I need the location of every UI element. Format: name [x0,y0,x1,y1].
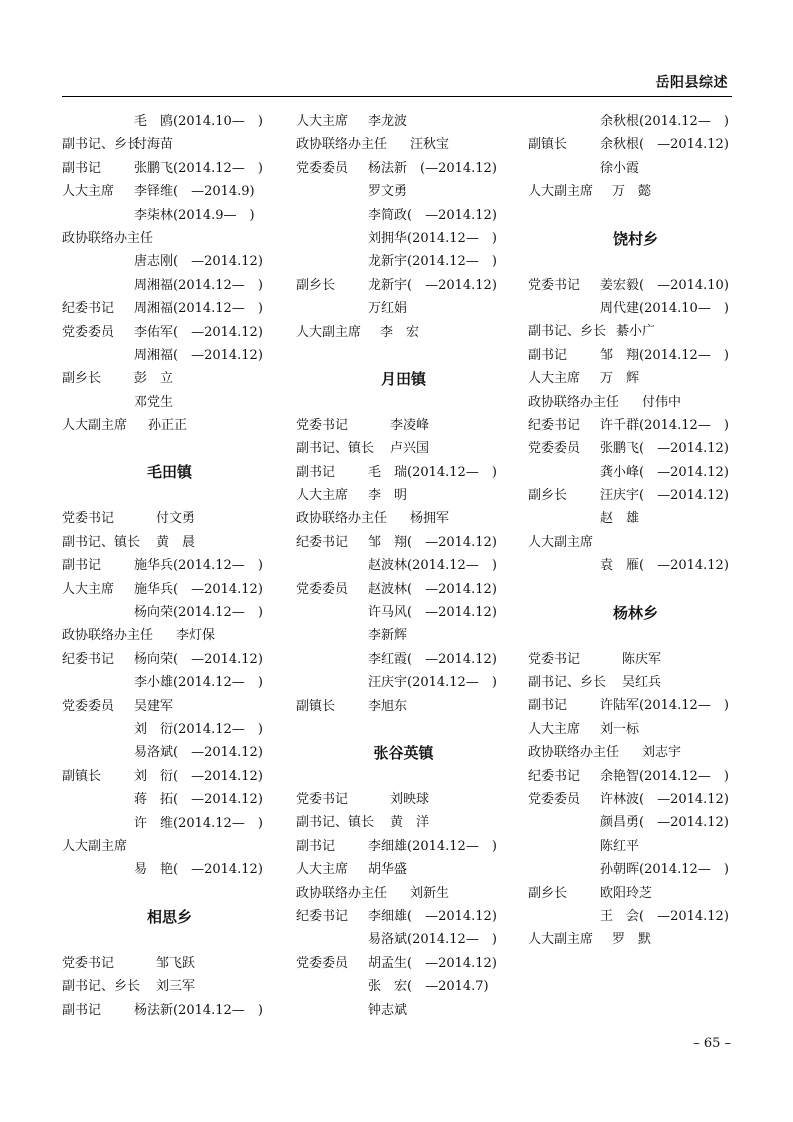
official-name: 万红娟 [368,301,408,317]
position-title: 党委书记 [296,791,349,807]
position-title: 副镇长 [62,768,102,784]
roster-entry [528,344,743,367]
official-name: 陈红平 [600,838,640,854]
official-name: 杨法新 (—2014.12) [368,160,497,176]
roster-entry [296,928,511,951]
official-name: 李凌峰 [390,417,430,433]
roster-entry [528,110,743,133]
column-3 [528,110,743,952]
roster-entry [296,624,511,647]
roster-entry [296,274,511,297]
roster-entry [296,882,511,905]
official-name: 唐志刚( —2014.12) [134,254,263,270]
roster-entry [62,578,277,601]
position-title: 人大副主席 [62,838,128,854]
official-name: 龙新宇(2014.12— ) [368,254,497,270]
position-title: 副书记 [62,1002,102,1018]
official-name: 卢兴国 [390,441,430,457]
position-title: 人大主席 [296,114,349,129]
roster-entry [528,320,743,343]
roster-entry [62,671,277,694]
official-name: 李新辉 [368,628,408,644]
position-title: 人大主席 [528,721,581,737]
position-title: 人大副主席 [528,184,594,200]
position-title: 党委委员 [62,324,115,340]
roster-entry [62,110,277,133]
roster-entry [296,157,511,180]
position-title: 纪委书记 [528,417,581,433]
official-name: 徐小霞 [600,160,640,176]
position-title: 党委书记 [528,277,581,293]
official-name: 袁 雁( —2014.12) [600,558,729,574]
official-name: 杨向荣( —2014.12) [134,651,263,667]
official-name: 吴红兵 [622,675,662,691]
roster-entry [62,391,277,414]
roster-entry [62,695,277,718]
official-name: 胡华盛 [368,862,408,878]
official-name: 汪庆宇(2014.12— ) [368,675,497,691]
roster-entry [296,110,511,133]
roster-entry [62,133,277,156]
official-name: 张鹏飞( —2014.12) [600,441,729,457]
position-title: 副镇长 [296,698,336,714]
section-heading: 月田镇 [380,369,426,388]
position-title: 党委委员 [296,581,349,597]
position-title: 人大主席 [296,862,349,878]
position-title: 人大副主席 [528,932,594,948]
roster-entry [528,461,743,484]
position-title: 副书记 [528,698,568,714]
official-name: 许 维(2014.12— ) [134,815,263,831]
roster-entry [528,882,743,905]
position-title: 人大副主席 [62,418,128,434]
position-title: 副书记、乡长 [62,979,141,995]
roster-entry [62,414,277,437]
column-2 [296,110,511,1022]
position-title: 人大主席 [62,184,115,200]
position-title: 人大主席 [296,488,349,504]
official-name: 綦小广 [616,324,656,340]
roster-entry [296,414,511,437]
position-title: 副乡长 [528,488,568,504]
official-name: 易洛斌(2014.12— ) [368,932,497,948]
roster-entry [62,765,277,788]
position-title: 副书记、乡长 [528,324,607,340]
roster-entry [528,905,743,928]
roster-entry [296,437,511,460]
position-title: 副乡长 [296,277,336,293]
position-title: 副乡长 [528,885,568,901]
official-name: 李红霞( —2014.12) [368,651,497,667]
official-name: 刘志宇 [642,745,682,761]
roster-entry [296,554,511,577]
official-name: 李柒林(2014.9— ) [134,207,255,223]
official-name: 万 辉 [600,371,640,387]
official-name: 赵 雄 [600,511,640,527]
official-name: 刘 衍(2014.12— ) [134,721,263,737]
roster-entry [296,858,511,881]
official-name: 许马风( —2014.12) [368,605,497,621]
official-name: 胡孟生( —2014.12) [368,955,497,971]
header-title: 岳阳县综述 [655,75,728,91]
roster-entry [528,133,743,156]
roster-entry [528,718,743,741]
official-name: 李简政( —2014.12) [368,207,497,223]
roster-entry [528,788,743,811]
roster-entry [62,157,277,180]
position-title: 纪委书记 [62,301,115,317]
roster-entry [528,297,743,320]
roster-entry [62,321,277,344]
roster-entry [62,975,277,998]
official-name: 颜昌勇( —2014.12) [600,815,729,831]
section-heading: 相思乡 [146,907,192,926]
roster-entry [296,695,511,718]
roster-entry [296,578,511,601]
roster-entry [296,484,511,507]
official-name: 彭 立 [134,371,174,387]
position-title: 党委委员 [296,955,349,971]
roster-entry [528,507,743,530]
position-title: 党委书记 [296,417,349,433]
roster-entry [528,928,743,951]
official-name: 周湘福( —2014.12) [134,347,263,363]
official-name: 刘一标 [600,721,640,737]
official-name: 易洛斌( —2014.12) [134,745,263,761]
official-name: 毛 鸥(2014.10— ) [134,114,263,129]
roster-entry [296,297,511,320]
roster-entry [296,321,511,344]
official-name: 余秋根(2014.12— ) [600,114,729,129]
section-heading: 毛田镇 [146,463,192,482]
official-name: 李 宏 [380,324,420,340]
roster-entry [62,624,277,647]
roster-entry [62,601,277,624]
roster-entry [62,204,277,227]
official-name: 许千群(2014.12— ) [600,417,729,433]
position-title: 副书记、镇长 [296,441,375,457]
position-title: 政协联络办主任 [528,745,620,761]
roster-entry [528,741,743,764]
official-name: 刘拥华(2014.12— ) [368,230,497,246]
position-title: 副镇长 [528,137,568,153]
official-name: 付海苗 [134,137,174,153]
official-name: 罗文勇 [368,184,408,200]
official-name: 毛 瑞(2014.12— ) [368,464,497,480]
position-title: 副书记 [62,160,102,176]
official-name: 赵波林( —2014.12) [368,581,497,597]
page-number: – 65 – [693,1036,731,1051]
position-title: 纪委书记 [62,651,115,667]
official-name: 杨向荣(2014.12— ) [134,605,263,621]
official-name: 孙朝晖(2014.12— ) [600,862,729,878]
position-title: 政协联络办主任 [296,137,388,153]
official-name: 王 会( —2014.12) [600,908,729,924]
position-title: 纪委书记 [296,908,349,924]
official-name: 施华兵(2014.12— ) [134,558,263,574]
official-name: 余秋根( —2014.12) [600,137,729,153]
official-name: 付伟中 [642,394,682,410]
roster-entry [62,250,277,273]
running-header [62,66,732,97]
position-title: 副书记、乡长 [62,137,141,153]
roster-entry [528,694,743,717]
official-name: 欧阳玲芝 [600,885,653,901]
official-name: 易 艳( —2014.12) [134,862,263,878]
official-name: 周代建(2014.10— ) [600,300,729,316]
position-title: 党委委员 [528,441,581,457]
official-name: 杨拥军 [410,511,450,527]
official-name: 邹飞跃 [156,955,196,971]
roster-entry [528,274,743,297]
position-title: 副书记 [62,558,102,574]
roster-entry [528,648,743,671]
official-name: 李旭东 [368,698,408,714]
roster-entry [296,835,511,858]
official-name: 刘三军 [156,979,196,995]
position-title: 副书记、乡长 [528,675,607,691]
roster-entry [296,227,511,250]
official-name: 李佑军( —2014.12) [134,324,263,340]
roster-entry [296,952,511,975]
official-name: 刘新生 [410,885,450,901]
position-title: 政协联络办主任 [62,230,154,246]
official-name: 万 懿 [612,184,652,200]
official-name: 龚小峰( —2014.12) [600,464,729,480]
official-name: 杨法新(2014.12— ) [134,1002,263,1018]
roster-entry [296,250,511,273]
official-name: 李细雄(2014.12— ) [368,838,497,854]
roster-entry [528,437,743,460]
roster-entry [62,858,277,881]
position-title: 副书记 [528,347,568,363]
roster-entry [296,811,511,834]
roster-entry [528,811,743,834]
position-title: 党委书记 [62,955,115,971]
roster-entry [296,461,511,484]
official-name: 孙正正 [148,418,188,434]
position-title: 人大副主席 [528,534,594,550]
official-name: 李龙波 [368,114,408,129]
roster-entry [62,999,277,1022]
position-title: 政协联络办主任 [296,511,388,527]
official-name: 李灯保 [176,628,216,644]
roster-entry [62,367,277,390]
roster-entry [528,671,743,694]
roster-entry [62,812,277,835]
official-name: 刘映球 [390,791,430,807]
official-name: 付文勇 [156,511,196,527]
position-title: 党委委员 [296,160,349,176]
section-heading: 杨林乡 [612,603,658,622]
position-title: 纪委书记 [528,768,581,784]
position-title: 副书记、镇长 [62,534,141,550]
position-title: 党委书记 [528,651,581,667]
official-name: 邓党生 [134,394,174,410]
roster-entry [296,133,511,156]
roster-entry [296,975,511,998]
position-title: 副书记、镇长 [296,815,375,831]
roster-entry [528,858,743,881]
roster-entry [62,344,277,367]
official-name: 李 明 [368,488,408,504]
official-name: 许陆军(2014.12— ) [600,698,729,714]
official-name: 黄 晨 [156,534,196,550]
position-title: 党委委员 [62,698,115,714]
official-name: 黄 洋 [390,815,430,831]
position-title: 政协联络办主任 [62,628,154,644]
roster-entry [528,835,743,858]
roster-entry [62,554,277,577]
official-name: 李铎维( —2014.9) [134,184,255,200]
roster-entry [296,601,511,624]
roster-entry [296,999,511,1022]
position-title: 人大主席 [528,371,581,387]
official-name: 许林波( —2014.12) [600,791,729,807]
roster-entry [62,274,277,297]
official-name: 邹 翔( —2014.12) [368,534,497,550]
roster-entry [296,180,511,203]
roster-entry [296,788,511,811]
official-name: 周湘福(2014.12— ) [134,277,263,293]
roster-entry [296,648,511,671]
roster-entry [528,414,743,437]
official-name: 周湘福(2014.12— ) [134,301,263,317]
official-name: 李细雄( —2014.12) [368,908,497,924]
roster-entry [62,835,277,858]
position-title: 副书记 [296,838,336,854]
position-title: 纪委书记 [296,534,349,550]
position-title: 人大主席 [62,581,115,597]
official-name: 龙新宇( —2014.12) [368,277,497,293]
roster-entry [62,507,277,530]
position-title: 党委书记 [62,511,115,527]
official-name: 张鹏飞(2014.12— ) [134,160,263,176]
official-name: 蒋 拓( —2014.12) [134,792,263,808]
official-name: 李小雄(2014.12— ) [134,675,263,691]
roster-entry [296,531,511,554]
roster-entry [296,905,511,928]
section-heading: 张谷英镇 [373,743,434,762]
roster-entry [62,718,277,741]
roster-entry [528,531,743,554]
roster-entry [528,484,743,507]
official-name: 罗 默 [612,932,652,948]
roster-entry [62,648,277,671]
position-title: 政协联络办主任 [296,885,388,901]
position-title: 副书记 [296,464,336,480]
roster-entry [62,788,277,811]
roster-entry [62,180,277,203]
roster-entry [528,180,743,203]
roster-entry [528,157,743,180]
official-name: 姜宏毅( —2014.10) [600,277,729,293]
position-title: 政协联络办主任 [528,394,620,410]
roster-entry [62,227,277,250]
official-name: 赵波林(2014.12— ) [368,558,497,574]
official-name: 吴建军 [134,698,174,714]
official-name: 邹 翔(2014.12— ) [600,347,729,363]
roster-entry [296,204,511,227]
position-title: 人大副主席 [296,324,362,340]
roster-entry [528,367,743,390]
roster-entry [296,507,511,530]
official-name: 刘 衍( —2014.12) [134,768,263,784]
position-title: 党委委员 [528,791,581,807]
official-name: 余艳智(2014.12— ) [600,768,729,784]
section-heading: 饶村乡 [612,229,658,248]
column-1 [62,110,277,1022]
roster-entry [62,297,277,320]
roster-entry [528,554,743,577]
official-name: 张 宏( —2014.7) [368,979,489,995]
roster-entry [62,531,277,554]
roster-entry [528,765,743,788]
roster-entry [62,952,277,975]
official-name: 钟志斌 [368,1002,408,1018]
official-name: 施华兵( —2014.12) [134,581,263,597]
official-name: 汪庆宇( —2014.12) [600,488,729,504]
roster-entry [528,391,743,414]
roster-entry [296,671,511,694]
roster-entry [62,741,277,764]
official-name: 陈庆军 [622,651,662,667]
official-name: 汪秋宝 [410,137,450,153]
position-title: 副乡长 [62,371,102,387]
